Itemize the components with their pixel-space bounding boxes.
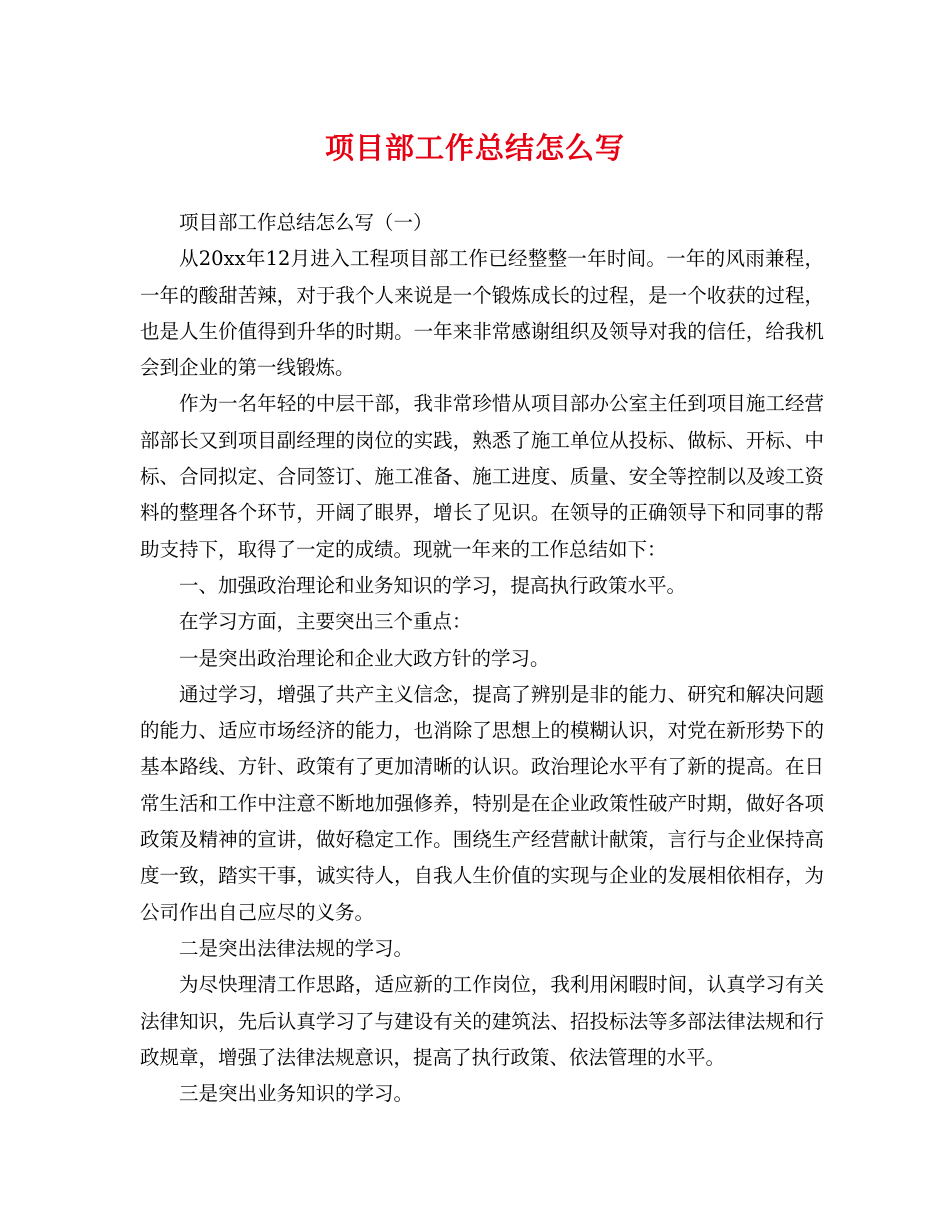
document-title: 项目部工作总结怎么写 xyxy=(324,131,625,165)
subheading: 一是突出政治理论和企业大政方针的学习。 xyxy=(179,646,550,670)
paragraph-subtitle: 项目部工作总结怎么写（一） xyxy=(179,211,433,234)
subheading: 二是突出法律法规的学习。 xyxy=(179,936,414,960)
section-heading: 一、加强政治理论和业务知识的学习，提高执行政策水平。 xyxy=(179,573,687,597)
subheading: 三是突出业务知识的学习。 xyxy=(179,1082,414,1106)
paragraph: 从20xx年12月进入工程项目部工作已经整整一年时间。一年的风雨兼程，一年的酸甜苦辣，对于我个人来说是一个锻炼成长的过程，是一个收获的过程，也是人生价值得到升华的时期。一年来非常感谢组织及领导对我的信任，给我机会到企业的第一线锻炼。 xyxy=(140,247,824,380)
paragraph: 作为一名年轻的中层干部，我非常珍惜从项目部办公室主任到项目施工经营部部长又到项目副经理的岗位的实践，熟悉了施工单位从投标、做标、开标、中标、合同拟定、合同签订、施工准备、施工进度、质量、安全等控制以及竣工资料的整理各个环节，开阔了眼界，增长了见识。在领导的正确领导下和同事的帮助支持下，取得了一定的成绩。现就一年来的工作总结如下： xyxy=(140,392,824,561)
paragraph: 通过学习，增强了共产主义信念，提高了辨别是非的能力、研究和解决问题的能力、适应市场经济的能力，也消除了思想上的模糊认识，对党在新形势下的基本路线、方针、政策有了更加清晰的认识。政治理论水平有了新的提高。在日常生活和工作中注意不断地加强修养，特别是在企业政策性破产时期，做好各项政策及精神的宣讲，做好稳定工作。围绕生产经营献计献策，言行与企业保持高度一致，踏实干事，诚实待人，自我人生价值的实现与企业的发展相依相存，为公司作出自己应尽的义务。 xyxy=(140,682,824,924)
document-body xyxy=(140,205,824,1112)
paragraph: 为尽快理清工作思路，适应新的工作岗位，我利用闲暇时间，认真学习有关法律知识，先后认真学习了与建设有关的建筑法、招投标法等多部法律法规和行政规章，增强了法律法规意识，提高了执行政策、依法管理的水平。 xyxy=(140,973,824,1069)
paragraph: 在学习方面，主要突出三个重点： xyxy=(179,610,472,634)
